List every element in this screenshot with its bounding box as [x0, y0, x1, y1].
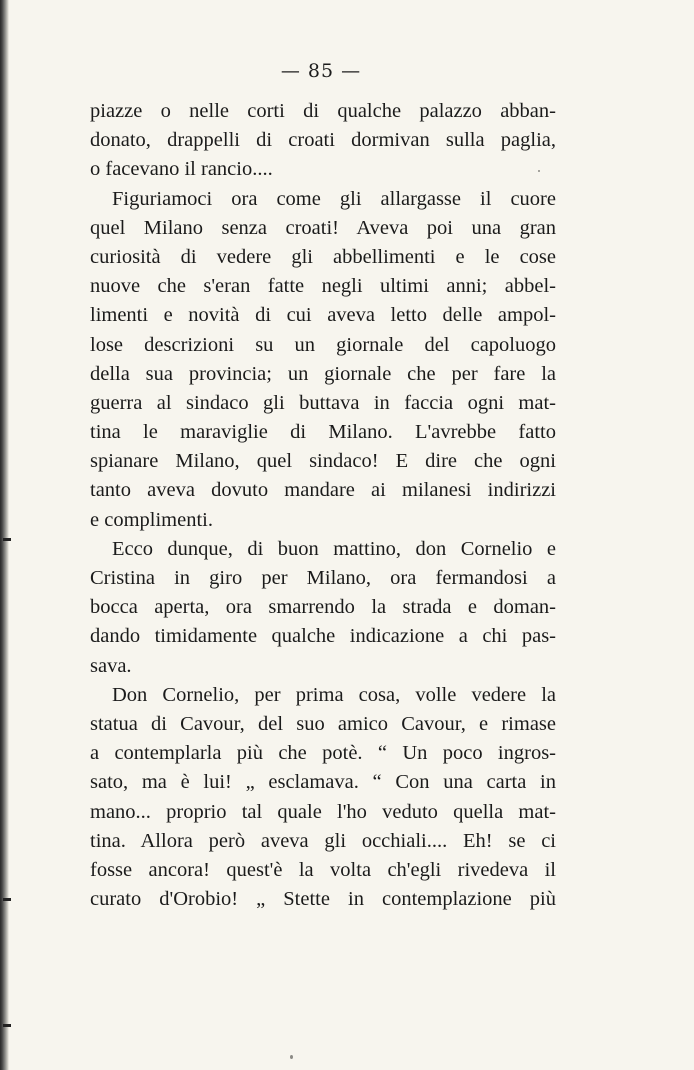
text-line: dando timidamente qualche indicazione a chi pas- [90, 625, 556, 648]
text-line: curiosità di vedere gli abbellimenti e le cose [90, 245, 556, 268]
edge-mark [3, 898, 11, 901]
text-line: bocca aperta, ora smarrendo la strada e doman- [90, 596, 556, 619]
text-line: spianare Milano, quel sindaco! E dire che ogni [90, 450, 556, 473]
edge-mark [3, 1024, 11, 1027]
text-line: o facevano il rancio.... [90, 158, 273, 181]
text-line: Don Cornelio, per prima cosa, volle vedere la [112, 683, 556, 706]
text-line: donato, drappelli di croati dormivan sulla paglia, [90, 129, 556, 152]
paper-speck [290, 1055, 293, 1059]
text-line: Figuriamoci ora come gli allargasse il cuore [112, 187, 556, 210]
text-line: piazze o nelle corti di qualche palazzo abban- [90, 100, 556, 122]
text-line: lose descrizioni su un giornale del capoluogo [90, 333, 556, 356]
text-line: a contemplarla più che potè. “ Un poco ingros- [90, 742, 556, 765]
text-line: fosse ancora! quest'è la volta ch'egli rivedeva il [90, 858, 556, 881]
text-line: guerra al sindaco gli buttava in faccia ogni mat- [90, 391, 556, 414]
page-number: — 85 — [280, 60, 362, 82]
text-line: Cristina in giro per Milano, ora fermandosi a [90, 567, 556, 589]
text-line: della sua provincia; un giornale che per fare la [90, 362, 556, 385]
text-line: tina. Allora però aveva gli occhiali.... Eh! se ci [90, 829, 556, 852]
text-line: tina le maraviglie di Milano. L'avrebbe fatto [90, 421, 556, 444]
text-line: sava. [90, 654, 132, 677]
text-line: curato d'Orobio! „ Stette in contemplazione più [90, 888, 556, 911]
binding-edge [0, 0, 9, 1070]
text-line: tanto aveva dovuto mandare ai milanesi indirizzi [90, 479, 556, 502]
text-line: Ecco dunque, di buon mattino, don Cornelio e [112, 537, 556, 560]
text-line: e complimenti. [90, 508, 213, 531]
text-line: nuove che s'eran fatte negli ultimi anni; abbel- [90, 275, 556, 298]
edge-mark [3, 538, 11, 541]
text-line: mano... proprio tal quale l'ho veduto quella mat- [90, 800, 556, 823]
text-line: statua di Cavour, del suo amico Cavour, e rimase [90, 712, 556, 735]
text-line: limenti e novità di cui aveva letto delle ampol- [90, 304, 556, 327]
body-text [90, 97, 556, 914]
text-line: sato, ma è lui! „ esclamava. “ Con una carta in [90, 771, 556, 794]
text-line: quel Milano senza croati! Aveva poi una gran [90, 216, 556, 239]
